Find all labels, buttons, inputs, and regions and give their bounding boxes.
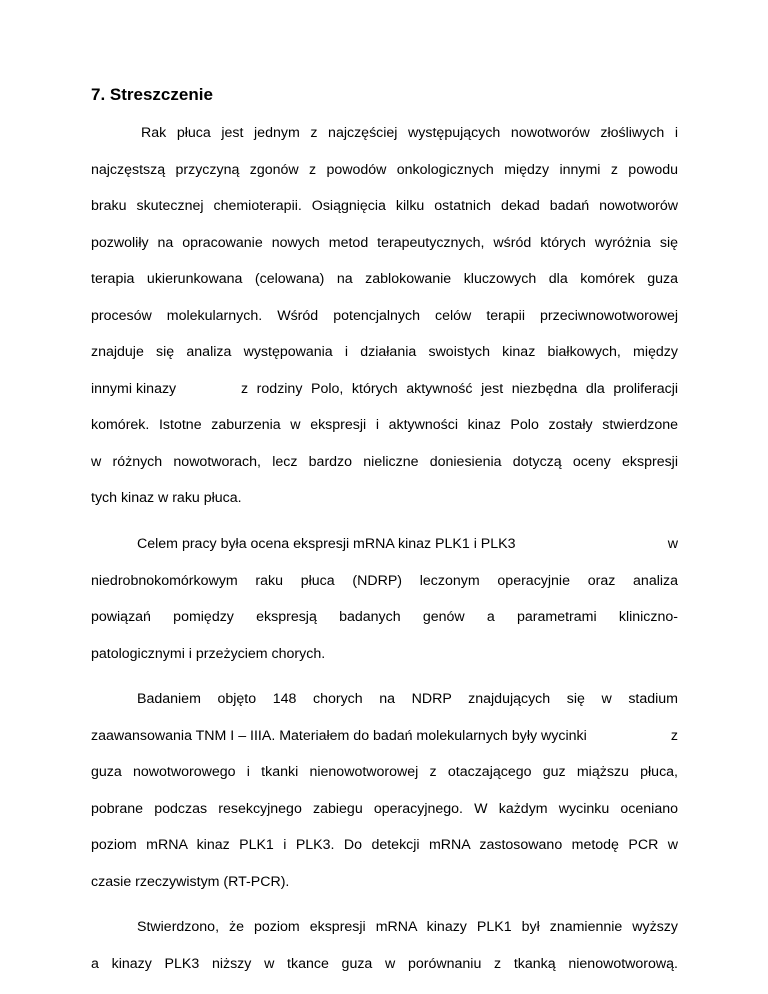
paragraph-1-line-2: najczęstszą przyczyną zgonów z powodów onkologicznych między innymi z powodu: [91, 162, 678, 178]
paragraph-1-line-1: Rak płuca jest jednym z najczęściej występujących nowotworów złośliwych i: [141, 125, 678, 141]
paragraph-1-line-5: terapia ukierunkowana (celowana) na zablokowanie kluczowych dla komórek guza: [91, 271, 678, 287]
paragraph-2-line-1-end: w: [667, 536, 678, 552]
paragraph-3-line-6: czasie rzeczywistym (RT-PCR).: [91, 874, 290, 890]
paragraph-3-line-5: poziom mRNA kinaz PLK1 i PLK3. Do detekcji mRNA zastosowano metodę PCR w: [91, 837, 678, 853]
paragraph-3-line-3: guza nowotworowego i tkanki nienowotworowej z otaczającego guz miąższu płuca,: [91, 764, 678, 780]
paragraph-3-line-4: pobrane podczas resekcyjnego zabiegu operacyjnego. W każdym wycinku oceniano: [91, 801, 678, 817]
paragraph-2-line-3: powiązań pomiędzy ekspresją badanych genów a parametrami kliniczno-: [91, 609, 678, 625]
paragraph-1-line-3: braku skutecznej chemioterapii. Osiągnięcia kilku ostatnich dekad badań nowotworów: [91, 198, 678, 214]
paragraph-4-line-2: a kinazy PLK3 niższy w tkance guza w porównaniu z tkanką nienowotworową.: [91, 956, 678, 972]
paragraph-1-line-10: w różnych nowotworach, lecz bardzo nieliczne doniesienia dotyczą oceny ekspresji: [91, 454, 678, 470]
paragraph-1-line-7: znajduje się analiza występowania i działania swoistych kinaz białkowych, między: [91, 344, 678, 360]
paragraph-1-line-8: [91, 380, 678, 398]
paragraph-2-line-1-start: Celem pracy była ocena ekspresji mRNA kinaz PLK1 i PLK3: [137, 536, 516, 552]
paragraph-2-line-1: [137, 535, 678, 553]
paragraph-4-line-1: Stwierdzono, że poziom ekspresji mRNA kinazy PLK1 był znamiennie wyższy: [137, 919, 678, 935]
paragraph-3-line-2-end: z: [670, 728, 678, 744]
paragraph-1-line-4: pozwoliły na opracowanie nowych metod terapeutycznych, wśród których wyróżnia się: [91, 235, 678, 251]
paragraph-2-line-4: patologicznymi i przeżyciem chorych.: [91, 646, 326, 662]
section-heading: 7. Streszczenie: [91, 85, 213, 104]
paragraph-1-line-6: procesów molekularnych. Wśród potencjalnych celów terapii przeciwnowotworowej: [91, 308, 678, 324]
paragraph-1-line-8-start: innymi kinazy: [91, 381, 177, 397]
paragraph-1-line-11: tych kinaz w raku płuca.: [91, 490, 242, 506]
paragraph-3-line-2: [91, 727, 678, 745]
paragraph-1-line-9: komórek. Istotne zaburzenia w ekspresji i aktywności kinaz Polo zostały stwierdzone: [91, 417, 678, 433]
paragraph-1-line-8-end: z rodziny Polo, których aktywność jest niezbędna dla proliferacji: [241, 381, 678, 397]
paragraph-3-line-2-start: zaawansowania TNM I – IIIA. Materiałem do badań molekularnych były wycinki: [91, 728, 587, 744]
paragraph-3-line-1: Badaniem objęto 148 chorych na NDRP znajdujących się w stadium: [137, 691, 678, 707]
paragraph-2-line-2: niedrobnokomórkowym raku płuca (NDRP) leczonym operacyjnie oraz analiza: [91, 573, 678, 589]
